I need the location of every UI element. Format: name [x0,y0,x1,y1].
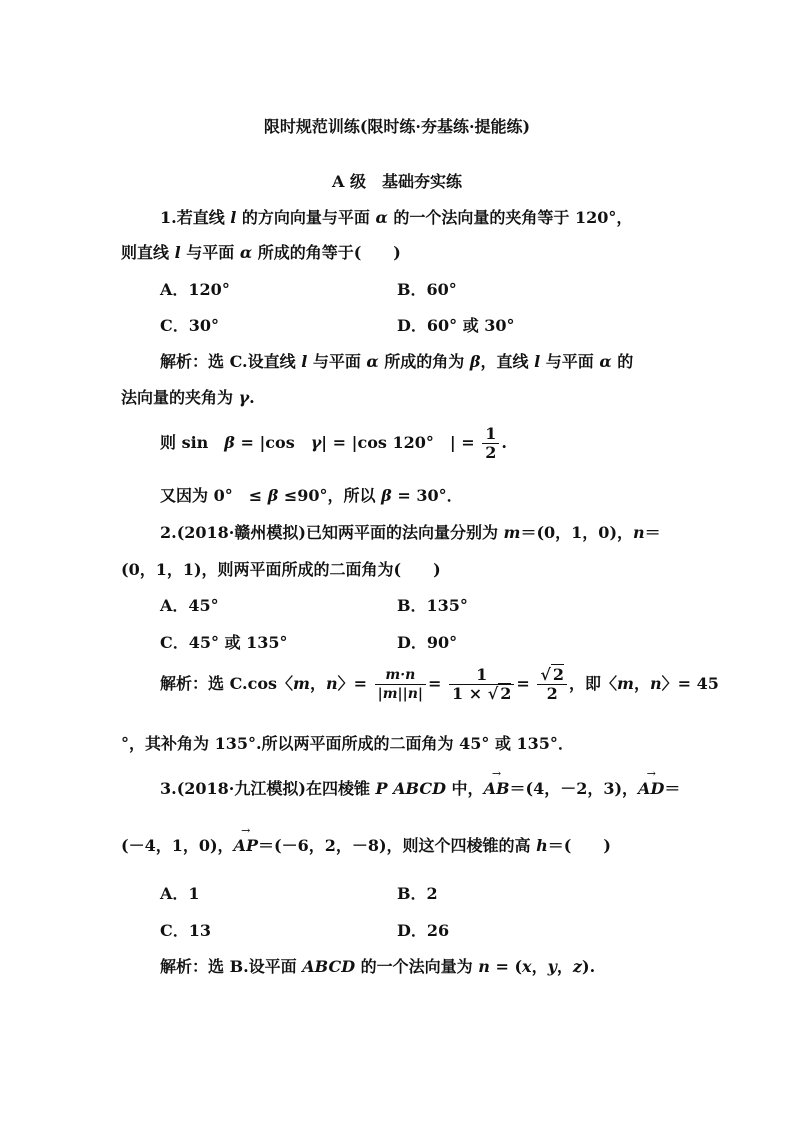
q2-analysis-line1: 解析：选 C.cos〈m，n〉= $\frac{m\cdot n}{|m||n|}$ = $\frac{1}{1 \times √ 2}$ = $\frac{√ 2}{2}$ ，即〈m，n〉= 45 [160,665,719,703]
q1-option-d: D．60° 或 30° [397,316,515,335]
q2-stem-line2: (0，1，1)，则两平面所成的二面角为( ) [121,560,441,579]
fraction-root-two-over-two: $\frac{√ 2}{2}$ [537,666,567,703]
q1-stem-line1: 1.若直线 l 的方向向量与平面 α 的一个法向量的夹角等于 120°， [160,208,633,227]
q1-analysis-line1: 解析：选 C.设直线 l 与平面 α 所成的角为 β，直线 l 与平面 α 的 [160,352,634,371]
q2-option-a: A．45° [160,596,219,615]
q1-analysis-line2: 法向量的夹角为 γ. [121,388,255,407]
page-title: 限时规范训练(限时练·夯基练·提能练) [263,117,531,136]
fraction-one-over-root-two: $\frac{1}{1 \times √ 2}$ [449,666,514,703]
analysis-label: 解析 [160,352,193,371]
vector-ab: → AB [484,778,510,800]
analysis-label: 解析 [160,957,193,976]
q3-analysis-line1: 解析：选 B.设平面 ABCD 的一个法向量为 n = (x，y，z). [160,957,596,976]
q3-option-c: C．13 [160,921,212,940]
q1-stem-line2: 则直线 l 与平面 α 所成的角等于( ) [121,243,401,262]
q2-option-b: B．135° [397,596,468,615]
q3-stem-line2: (－4，1，0)，→ AP＝(－6，2，－8)，则这个四棱锥的高 h＝( ) [121,835,611,857]
section-title: A 级 基础夯实练 [332,172,462,191]
q3-option-b: B．2 [397,884,438,903]
q2-analysis-line2: °，其补角为 135°.所以两平面所成的二面角为 45° 或 135°． [121,734,574,753]
q3-option-d: D．26 [397,921,450,940]
q1-analysis-line4: 又因为 0° ≤ β ≤90°，所以 β = 30°． [160,486,463,505]
vector-ap: → AP [234,835,258,857]
q3-stem-line1: 3.(2018·九江模拟)在四棱锥 P ABCD 中，→ AB＝(4，－2，3)，→ AD＝ [160,778,680,800]
q2-option-c: C．45° 或 135° [160,633,288,652]
q1-option-b: B．60° [397,280,457,299]
q1-option-a: A．120° [160,280,230,299]
q3-option-a: A．1 [160,884,200,903]
q1-analysis-line3: 则 sin β = |cos γ| = |cos 120° | = $\frac{1}{2}$ . [160,424,507,462]
analysis-label: 解析 [160,674,193,693]
fraction-dot-product: $\frac{m\cdot n}{|m||n|}$ [375,666,426,703]
fraction-one-half: $\frac{1}{2}$ [482,425,499,462]
q1-option-c: C．30° [160,316,220,335]
q2-option-d: D．90° [397,633,458,652]
vector-ad: → AD [638,778,664,800]
q2-stem-line1: 2.(2018·赣州模拟)已知两平面的法向量分别为 m＝(0，1，0)，n＝ [160,523,661,542]
